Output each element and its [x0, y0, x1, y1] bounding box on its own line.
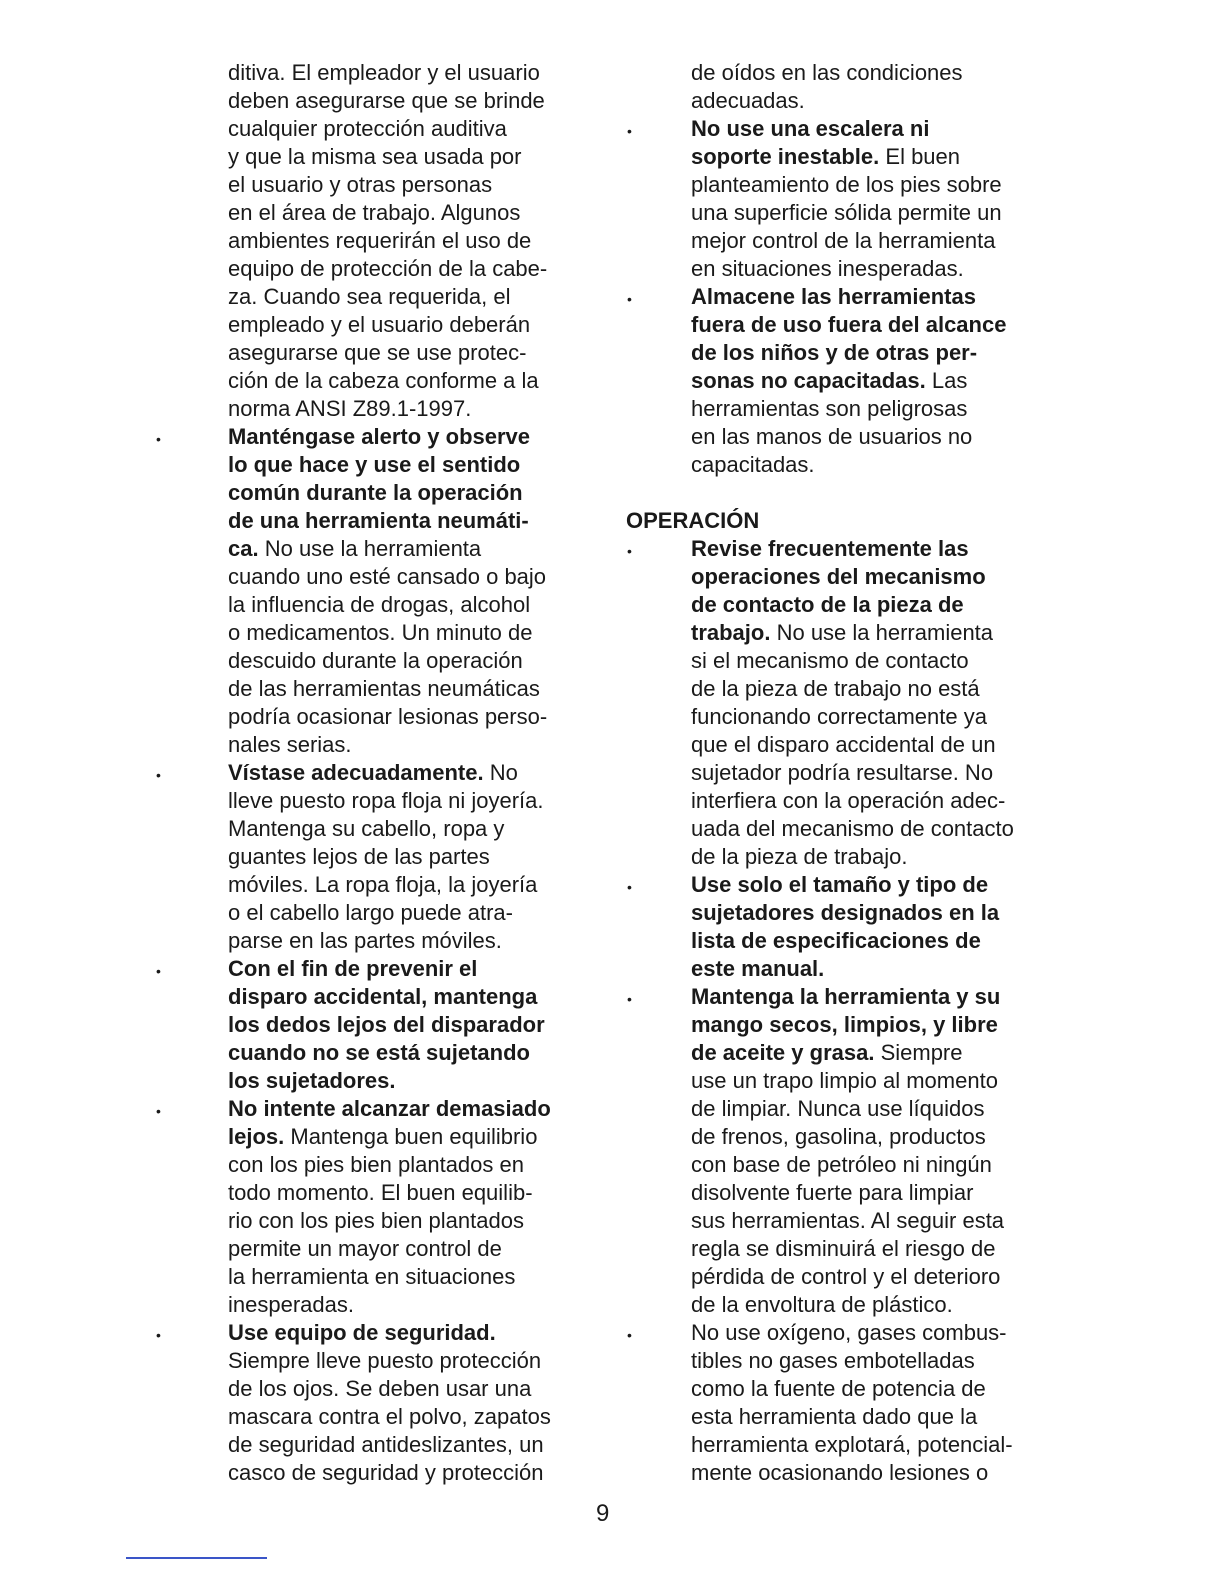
text-line: [228, 815, 551, 843]
page-number: 9: [596, 1500, 610, 1527]
bold-run: No intente alcanzar demasiado: [228, 1096, 551, 1121]
text-line: [691, 535, 1014, 563]
text-line: [691, 451, 1014, 479]
text-run: mascara contra el polvo, zapatos: [228, 1404, 551, 1429]
bullet-icon: •: [156, 1327, 161, 1343]
bold-run: lejos.: [228, 1124, 285, 1149]
text-line: [228, 787, 551, 815]
text-run: tibles no gases embotelladas: [691, 1348, 975, 1373]
bold-run: los dedos lejos del disparador: [228, 1012, 545, 1037]
text-run: herramienta explotará, potencial-: [691, 1432, 1013, 1457]
bullet-icon: •: [627, 291, 632, 307]
text-line: [691, 843, 1014, 871]
bold-run: ca.: [228, 536, 259, 561]
text-run: pérdida de control y el deterioro: [691, 1264, 1001, 1289]
text-line: [228, 731, 551, 759]
text-line: [228, 1067, 551, 1095]
text-run: rio con los pies bien plantados: [228, 1208, 524, 1233]
text-run: No use oxígeno, gases combus-: [691, 1320, 1007, 1345]
text-run: mejor control de la herramienta: [691, 228, 996, 253]
text-run: una superficie sólida permite un: [691, 200, 1002, 225]
text-line: [228, 1151, 551, 1179]
text-line: [691, 283, 1014, 311]
text-line: [228, 227, 551, 255]
text-line: [228, 1179, 551, 1207]
text-run: esta herramienta dado que la: [691, 1404, 978, 1429]
text-line: [691, 339, 1014, 367]
text-run: en el área de trabajo. Algunos: [228, 200, 521, 225]
text-run: casco de seguridad y protección: [228, 1460, 544, 1485]
text-line: [691, 871, 1014, 899]
bold-run: los sujetadores.: [228, 1068, 396, 1093]
text-run: interfiera con la operación adec-: [691, 788, 1006, 813]
bold-run: Manténgase alerto y observe: [228, 424, 531, 449]
text-line: [228, 1095, 551, 1123]
text-run: de limpiar. Nunca use líquidos: [691, 1096, 985, 1121]
text-line: [228, 1123, 551, 1151]
footer-rule: [126, 1557, 267, 1559]
text-run: de los ojos. Se deben usar una: [228, 1376, 532, 1401]
text-run: que el disparo accidental de un: [691, 732, 996, 757]
text-line: [228, 87, 551, 115]
text-line: [228, 199, 551, 227]
text-line: [228, 171, 551, 199]
text-line: [228, 311, 551, 339]
text-line: [691, 1067, 1014, 1095]
bold-run: sujetadores designados en la: [691, 900, 1000, 925]
text-run: guantes lejos de las partes: [228, 844, 490, 869]
text-run: planteamiento de los pies sobre: [691, 172, 1002, 197]
text-run: empleado y el usuario deberán: [228, 312, 531, 337]
text-line: [228, 1347, 551, 1375]
bold-run: de los niños y de otras per-: [691, 340, 978, 365]
bold-run: sonas no capacitadas.: [691, 368, 926, 393]
text-line: [228, 255, 551, 283]
text-run: za. Cuando sea requerida, el: [228, 284, 511, 309]
text-line: [691, 395, 1014, 423]
text-run: descuido durante la operación: [228, 648, 523, 673]
bold-run: operaciones del mecanismo: [691, 564, 986, 589]
bold-run: de aceite y grasa.: [691, 1040, 875, 1065]
text-line: [228, 339, 551, 367]
text-run: No use la herramienta: [258, 536, 482, 561]
text-line: [691, 591, 1014, 619]
section-heading-operacion: OPERACIÓN: [626, 508, 760, 533]
text-line: [228, 1011, 551, 1039]
text-line: [691, 1095, 1014, 1123]
text-line: [691, 227, 1014, 255]
bold-run: este manual.: [691, 956, 825, 981]
text-line: [228, 423, 551, 451]
text-line: [228, 395, 551, 423]
text-line: [691, 899, 1014, 927]
text-line: [228, 647, 551, 675]
text-line: [691, 731, 1014, 759]
text-line: [691, 1347, 1014, 1375]
text-line: [228, 507, 551, 535]
text-run: No: [483, 760, 518, 785]
text-line: [228, 1319, 551, 1347]
text-run: con los pies bien plantados en: [228, 1152, 524, 1177]
bold-run: Use equipo de seguridad.: [228, 1320, 496, 1345]
text-line: [691, 87, 1014, 115]
text-run: Mantenga buen equilibrio: [284, 1124, 538, 1149]
text-line: [228, 59, 551, 87]
text-line: [691, 647, 1014, 675]
text-line: [691, 1011, 1014, 1039]
bold-run: Con el fin de prevenir el: [228, 956, 478, 981]
text-line: [228, 1039, 551, 1067]
bullet-icon: •: [627, 991, 632, 1007]
text-line: [691, 927, 1014, 955]
text-line: [228, 1235, 551, 1263]
text-run: Mantenga su cabello, ropa y: [228, 816, 505, 841]
text-run: si el mecanismo de contacto: [691, 648, 969, 673]
text-line: [228, 955, 551, 983]
bold-run: Revise frecuentemente las: [691, 536, 969, 561]
text-line: [691, 367, 1014, 395]
text-line: [228, 759, 551, 787]
text-run: de las herramientas neumáticas: [228, 676, 540, 701]
text-run: mente ocasionando lesiones o: [691, 1460, 989, 1485]
bold-run: fuera de uso fuera del alcance: [691, 312, 1007, 337]
text-line: [228, 535, 551, 563]
text-run: de seguridad antideslizantes, un: [228, 1432, 544, 1457]
text-line: [228, 675, 551, 703]
text-run: permite un mayor control de: [228, 1236, 502, 1261]
text-line: [691, 143, 1014, 171]
bold-run: Mantenga la herramienta y su: [691, 984, 1001, 1009]
text-line: [228, 1207, 551, 1235]
bold-run: disparo accidental, mantenga: [228, 984, 538, 1009]
text-run: El buen: [879, 144, 961, 169]
bold-run: lo que hace y use el sentido: [228, 452, 521, 477]
text-line: [691, 1319, 1014, 1347]
bullet-icon: •: [627, 543, 632, 559]
text-run: parse en las partes móviles.: [228, 928, 502, 953]
text-run: en las manos de usuarios no: [691, 424, 973, 449]
text-run: No use la herramienta: [770, 620, 994, 645]
bold-run: común durante la operación: [228, 480, 523, 505]
text-line: [691, 1039, 1014, 1067]
text-run: podría ocasionar lesionas perso-: [228, 704, 548, 729]
text-run: regla se disminuirá el riesgo de: [691, 1236, 996, 1261]
text-run: Siempre lleve puesto protección: [228, 1348, 542, 1373]
text-run: herramientas son peligrosas: [691, 396, 968, 421]
bold-run: soporte inestable.: [691, 144, 880, 169]
text-line: [228, 1403, 551, 1431]
text-line: [228, 115, 551, 143]
text-line: [691, 703, 1014, 731]
text-run: adecuadas.: [691, 88, 805, 113]
text-line: [228, 479, 551, 507]
text-run: deben asegurarse que se brinde: [228, 88, 545, 113]
text-line: [691, 759, 1014, 787]
text-line: [691, 171, 1014, 199]
text-line: [228, 451, 551, 479]
text-line: [691, 983, 1014, 1011]
bold-run: cuando no se está sujetando: [228, 1040, 530, 1065]
text-run: el usuario y otras personas: [228, 172, 493, 197]
bold-run: Vístase adecuadamente.: [228, 760, 484, 785]
text-line: [228, 1459, 551, 1487]
text-run: cualquier protección auditiva: [228, 116, 507, 141]
text-run: o medicamentos. Un minuto de: [228, 620, 533, 645]
text-run: use un trapo limpio al momento: [691, 1068, 998, 1093]
text-line: [228, 899, 551, 927]
text-run: uada del mecanismo de contacto: [691, 816, 1014, 841]
text-line: [691, 59, 1014, 87]
text-line: [228, 927, 551, 955]
text-run: sus herramientas. Al seguir esta: [691, 1208, 1005, 1233]
text-run: sujetador podría resultarse. No: [691, 760, 994, 785]
text-line: [691, 1459, 1014, 1487]
text-run: en situaciones inesperadas.: [691, 256, 964, 281]
text-line: [691, 1235, 1014, 1263]
bold-run: de contacto de la pieza de: [691, 592, 964, 617]
bullet-icon: •: [627, 123, 632, 139]
text-line: [691, 1179, 1014, 1207]
bold-run: lista de especificaciones de: [691, 928, 981, 953]
text-line: [691, 787, 1014, 815]
text-line: [691, 563, 1014, 591]
text-line: [228, 367, 551, 395]
text-run: Siempre: [874, 1040, 963, 1065]
text-run: la influencia de drogas, alcohol: [228, 592, 531, 617]
text-line: [691, 1403, 1014, 1431]
text-run: móviles. La ropa floja, la joyería: [228, 872, 538, 897]
text-line: [228, 983, 551, 1011]
text-line: [691, 1123, 1014, 1151]
text-line: [691, 423, 1014, 451]
text-line: [228, 143, 551, 171]
bullet-icon: •: [627, 1327, 632, 1343]
text-line: [228, 1375, 551, 1403]
text-run: capacitadas.: [691, 452, 815, 477]
text-line: [691, 1291, 1014, 1319]
text-line: [691, 619, 1014, 647]
text-run: ditiva. El empleador y el usuario: [228, 60, 540, 85]
text-run: todo momento. El buen equilib-: [228, 1180, 533, 1205]
text-run: disolvente fuerte para limpiar: [691, 1180, 974, 1205]
text-run: o el cabello largo puede atra-: [228, 900, 513, 925]
text-run: de la envoltura de plástico.: [691, 1292, 953, 1317]
text-run: Las: [925, 368, 968, 393]
text-run: de oídos en las condiciones: [691, 60, 963, 85]
text-run: como la fuente de potencia de: [691, 1376, 986, 1401]
text-run: de frenos, gasolina, productos: [691, 1124, 986, 1149]
text-line: [691, 199, 1014, 227]
text-line: [691, 955, 1014, 983]
text-line: [691, 479, 1014, 507]
text-run: ambientes requerirán el uso de: [228, 228, 532, 253]
text-run: la herramienta en situaciones: [228, 1264, 516, 1289]
text-run: equipo de protección de la cabe-: [228, 256, 548, 281]
text-run: de la pieza de trabajo no está: [691, 676, 980, 701]
bold-run: Use solo el tamaño y tipo de: [691, 872, 989, 897]
text-run: cuando uno esté cansado o bajo: [228, 564, 547, 589]
bold-run: mango secos, limpios, y libre: [691, 1012, 998, 1037]
text-run: norma ANSI Z89.1-1997.: [228, 396, 472, 421]
bold-run: trabajo.: [691, 620, 771, 645]
text-line: [228, 1291, 551, 1319]
text-line: [228, 619, 551, 647]
bullet-icon: •: [156, 1103, 161, 1119]
text-run: de la pieza de trabajo.: [691, 844, 908, 869]
bullet-icon: •: [156, 767, 161, 783]
text-line: [228, 703, 551, 731]
text-line: [691, 115, 1014, 143]
text-line: [228, 843, 551, 871]
bullet-icon: •: [156, 963, 161, 979]
text-run: funcionando correctamente ya: [691, 704, 987, 729]
text-line: [228, 283, 551, 311]
text-line: [228, 1263, 551, 1291]
text-line: [228, 1431, 551, 1459]
bold-run: No use una escalera ni: [691, 116, 930, 141]
bullet-icon: •: [627, 879, 632, 895]
bold-run: Almacene las herramientas: [691, 284, 976, 309]
text-run: ción de la cabeza conforme a la: [228, 368, 539, 393]
text-line: [691, 1151, 1014, 1179]
text-run: lleve puesto ropa floja ni joyería.: [228, 788, 544, 813]
text-run: con base de petróleo ni ningún: [691, 1152, 992, 1177]
text-line: [691, 311, 1014, 339]
text-run: y que la misma sea usada por: [228, 144, 522, 169]
text-line: [691, 1375, 1014, 1403]
left-text-column: [156, 59, 551, 1487]
text-line: [228, 591, 551, 619]
text-line: [228, 871, 551, 899]
text-run: inesperadas.: [228, 1292, 354, 1317]
text-run: asegurarse que se use protec-: [228, 340, 527, 365]
right-text-column: [627, 59, 1014, 1487]
text-line: [691, 255, 1014, 283]
text-line: [691, 1431, 1014, 1459]
text-line: [691, 1207, 1014, 1235]
text-line: [691, 675, 1014, 703]
bold-run: de una herramienta neumáti-: [228, 508, 529, 533]
text-line: [228, 563, 551, 591]
text-run: nales serias.: [228, 732, 352, 757]
text-line: [691, 815, 1014, 843]
text-line: [691, 1263, 1014, 1291]
bullet-icon: •: [156, 431, 161, 447]
